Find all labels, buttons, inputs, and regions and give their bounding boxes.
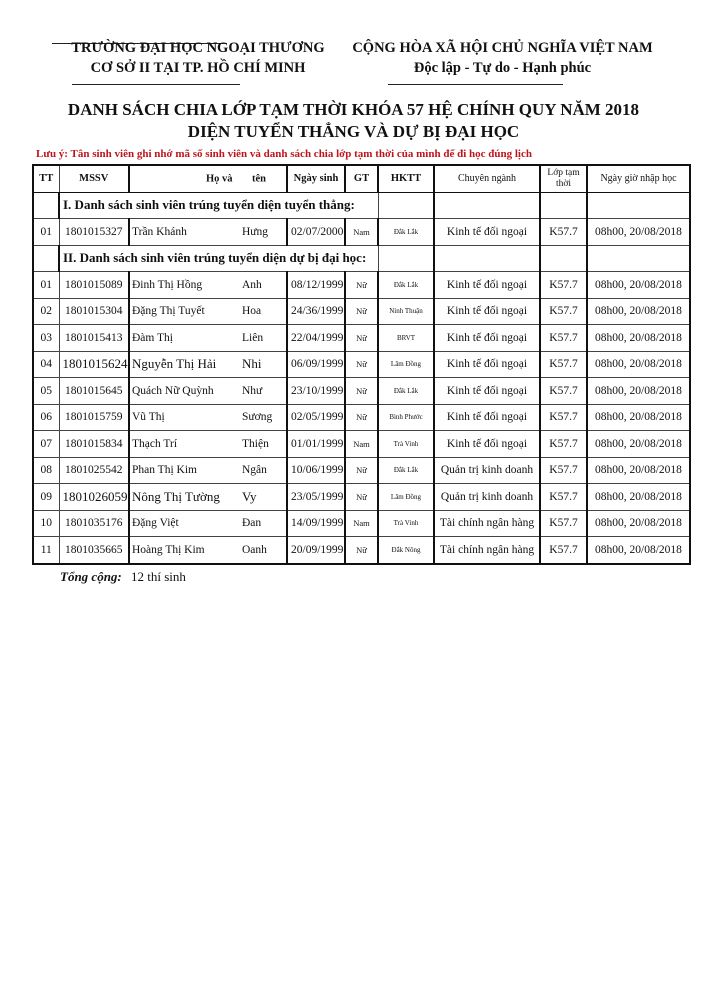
cell-hktt: BRVT [378, 325, 434, 352]
col-header-gt: GT [345, 165, 378, 192]
family-name: Đặng Việt [132, 517, 179, 530]
section-empty-cell [33, 192, 59, 219]
cell-ngay-sinh: 06/09/1999 [287, 351, 345, 378]
cell-ngay-gio-nhap-hoc: 08h00, 20/08/2018 [587, 325, 690, 352]
section-empty-cell [378, 245, 434, 272]
cell-chuyen-nganh: Kinh tế đối ngoại [434, 351, 540, 378]
total-summary [60, 569, 186, 585]
cell-gt: Nữ [345, 272, 378, 299]
family-name: Đàm Thị [132, 331, 173, 344]
family-name: Đặng Thị Tuyết [132, 305, 205, 318]
family-name: Thạch Trí [132, 437, 178, 450]
family-name: Đinh Thị Hồng [132, 278, 203, 291]
cell-tt: 06 [33, 404, 59, 431]
cell-tt: 02 [33, 298, 59, 325]
motto-underline [388, 84, 563, 85]
cell-ngay-gio-nhap-hoc: 08h00, 20/08/2018 [587, 272, 690, 299]
section-empty-cell [540, 245, 587, 272]
cell-name [129, 510, 287, 537]
section-empty-cell [434, 192, 540, 219]
cell-lop-tam-thoi: K57.7 [540, 431, 587, 458]
given-name: Vy [242, 488, 257, 504]
cell-tt: 03 [33, 325, 59, 352]
cell-ngay-gio-nhap-hoc: 08h00, 20/08/2018 [587, 484, 690, 511]
campus-underline [72, 84, 240, 85]
cell-mssv: 1801035665 [59, 537, 129, 564]
cell-gt: Nữ [345, 378, 378, 405]
cell-chuyen-nganh: Kinh tế đối ngoại [434, 272, 540, 299]
table-row [33, 404, 690, 431]
table-row [33, 431, 690, 458]
cell-chuyen-nganh: Kinh tế đối ngoại [434, 404, 540, 431]
section-row-du-bi [33, 245, 690, 272]
given-name: Nhi [242, 356, 262, 372]
cell-ngay-gio-nhap-hoc: 08h00, 20/08/2018 [587, 537, 690, 564]
cell-gt: Nam [345, 431, 378, 458]
cell-ngay-sinh: 10/06/1999 [287, 457, 345, 484]
cell-hktt: Đắk Nông [378, 537, 434, 564]
cell-ngay-gio-nhap-hoc: 08h00, 20/08/2018 [587, 431, 690, 458]
cell-lop-tam-thoi: K57.7 [540, 325, 587, 352]
cell-hktt: Đắk Lắk [378, 457, 434, 484]
table-row [33, 272, 690, 299]
total-value: 12 thí sinh [131, 569, 186, 584]
col-header-name [129, 165, 287, 192]
cell-hktt: Lâm Đồng [378, 351, 434, 378]
table-row [33, 537, 690, 564]
cell-tt: 01 [33, 272, 59, 299]
cell-gt: Nam [345, 219, 378, 246]
cell-gt: Nữ [345, 325, 378, 352]
cell-ngay-sinh: 22/04/1999 [287, 325, 345, 352]
table-row [33, 351, 690, 378]
cell-lop-tam-thoi: K57.7 [540, 537, 587, 564]
cell-lop-tam-thoi: K57.7 [540, 219, 587, 246]
cell-mssv: 1801015413 [59, 325, 129, 352]
given-name: Hoa [242, 305, 262, 318]
table-row [33, 219, 690, 246]
cell-chuyen-nganh: Tài chính ngân hàng [434, 510, 540, 537]
cell-gt: Nữ [345, 537, 378, 564]
cell-ngay-gio-nhap-hoc: 08h00, 20/08/2018 [587, 457, 690, 484]
family-name: Quách Nữ Quỳnh [132, 384, 214, 397]
cell-ngay-sinh: 01/01/1999 [287, 431, 345, 458]
cell-lop-tam-thoi: K57.7 [540, 272, 587, 299]
cell-mssv: 1801015834 [59, 431, 129, 458]
cell-ngay-sinh: 23/05/1999 [287, 484, 345, 511]
given-name: Đan [242, 517, 262, 530]
cell-name [129, 272, 287, 299]
family-name: Phan Thị Kim [132, 464, 197, 477]
campus-name: CƠ SỞ II TẠI TP. HỒ CHÍ MINH [90, 60, 306, 76]
cell-ngay-sinh: 20/09/1999 [287, 537, 345, 564]
cell-mssv: 1801015645 [59, 378, 129, 405]
col-header-mssv: MSSV [59, 165, 129, 192]
table-header-row [33, 165, 690, 192]
table-row [33, 325, 690, 352]
cell-chuyen-nganh: Kinh tế đối ngoại [434, 298, 540, 325]
table-row [33, 378, 690, 405]
col-header-lop-tam-thoi: Lớp tạm thời [540, 165, 587, 192]
cell-mssv: 1801015304 [59, 298, 129, 325]
col-header-ngay-sinh: Ngày sinh [287, 165, 345, 192]
family-name: Nguyễn Thị Hải [132, 356, 217, 372]
family-name: Trần Khánh [132, 225, 187, 238]
cell-name [129, 457, 287, 484]
section-empty-cell [33, 245, 59, 272]
cell-name [129, 325, 287, 352]
cell-name [129, 484, 287, 511]
cell-hktt: Lâm Đồng [378, 484, 434, 511]
section-empty-cell [587, 192, 690, 219]
cell-tt: 08 [33, 457, 59, 484]
table-row [33, 484, 690, 511]
cell-lop-tam-thoi: K57.7 [540, 351, 587, 378]
cell-mssv: 1801025542 [59, 457, 129, 484]
cell-hktt: Đắk Lắk [378, 219, 434, 246]
given-name: Oanh [242, 543, 267, 556]
family-name: Vũ Thị [132, 411, 165, 424]
col-header-chuyen-nganh: Chuyên ngành [434, 165, 540, 192]
cell-hktt: Bình Phước [378, 404, 434, 431]
cell-name [129, 537, 287, 564]
cell-tt: 04 [33, 351, 59, 378]
cell-chuyen-nganh: Kinh tế đối ngoại [434, 378, 540, 405]
cell-ngay-sinh: 08/12/1999 [287, 272, 345, 299]
given-name: Liên [242, 331, 264, 344]
cell-chuyen-nganh: Kinh tế đối ngoại [434, 325, 540, 352]
given-name: Anh [242, 278, 262, 291]
cell-tt: 11 [33, 537, 59, 564]
col-header-tt: TT [33, 165, 59, 192]
cell-ngay-sinh: 02/07/2000 [287, 219, 345, 246]
national-motto: Độc lập - Tự do - Hạnh phúc [413, 60, 592, 76]
student-list-table [32, 164, 691, 565]
cell-gt: Nữ [345, 298, 378, 325]
cell-ngay-gio-nhap-hoc: 08h00, 20/08/2018 [587, 351, 690, 378]
given-name: Ngân [242, 464, 267, 477]
cell-tt: 07 [33, 431, 59, 458]
section-title: II. Danh sách sinh viên trúng tuyển diện dự bị đại học: [59, 245, 378, 272]
table-row [33, 510, 690, 537]
cell-gt: Nam [345, 510, 378, 537]
cell-tt: 09 [33, 484, 59, 511]
cell-gt: Nữ [345, 457, 378, 484]
cell-lop-tam-thoi: K57.7 [540, 298, 587, 325]
cell-name [129, 431, 287, 458]
given-name: Hưng [242, 225, 269, 238]
cell-hktt: Trà Vinh [378, 431, 434, 458]
given-name: Thiện [242, 437, 269, 450]
col-header-ngay-gio-nhap-hoc: Ngày giờ nhập học [587, 165, 690, 192]
cell-chuyen-nganh: Quản trị kinh doanh [434, 457, 540, 484]
cell-mssv: 1801015759 [59, 404, 129, 431]
cell-gt: Nữ [345, 484, 378, 511]
cell-ngay-gio-nhap-hoc: 08h00, 20/08/2018 [587, 404, 690, 431]
cell-ngay-gio-nhap-hoc: 08h00, 20/08/2018 [587, 378, 690, 405]
col-header-ho-va: Họ và [206, 173, 233, 185]
cell-chuyen-nganh: Tài chính ngân hàng [434, 537, 540, 564]
cell-mssv: 1801015327 [59, 219, 129, 246]
section-empty-cell [434, 245, 540, 272]
cell-name [129, 351, 287, 378]
cell-chuyen-nganh: Kinh tế đối ngoại [434, 431, 540, 458]
national-header [330, 38, 675, 78]
cell-name [129, 378, 287, 405]
cell-mssv: 1801015624 [59, 351, 129, 378]
total-label: Tổng cộng: [60, 569, 122, 584]
notice-text: Lưu ý: Tân sinh viên ghi nhớ mã số sinh viên và danh sách chia lớp tạm thời của mình để đi học đúng lịch [36, 148, 532, 160]
cell-mssv: 1801015089 [59, 272, 129, 299]
cell-ngay-sinh: 23/10/1999 [287, 378, 345, 405]
cell-hktt: Đắk Lắk [378, 378, 434, 405]
cell-chuyen-nganh: Quản trị kinh doanh [434, 484, 540, 511]
cell-hktt: Đắk Lắk [378, 272, 434, 299]
cell-chuyen-nganh: Kinh tế đối ngoại [434, 219, 540, 246]
document-subtitle: DIỆN TUYỂN THẲNG VÀ DỰ BỊ ĐẠI HỌC [187, 122, 520, 141]
col-header-ten: tên [252, 173, 266, 185]
cell-lop-tam-thoi: K57.7 [540, 484, 587, 511]
family-name: Nông Thị Tường [132, 488, 220, 504]
table-row [33, 298, 690, 325]
cell-hktt: Ninh Thuận [378, 298, 434, 325]
section-empty-cell [378, 192, 434, 219]
country-name: CỘNG HÒA XÃ HỘI CHỦ NGHĨA VIỆT NAM [352, 40, 653, 56]
section-row-tuyen-thang [33, 192, 690, 219]
cell-ngay-gio-nhap-hoc: 08h00, 20/08/2018 [587, 510, 690, 537]
section-empty-cell [587, 245, 690, 272]
document-title: DANH SÁCH CHIA LỚP TẠM THỜI KHÓA 57 HỆ CHÍNH QUY NĂM 2018 [67, 100, 640, 119]
cell-ngay-sinh: 24/36/1999 [287, 298, 345, 325]
cell-ngay-sinh: 02/05/1999 [287, 404, 345, 431]
university-name: TRƯỜNG ĐẠI HỌC NGOẠI THƯƠNG [71, 40, 325, 56]
cell-tt: 01 [33, 219, 59, 246]
cell-mssv: 1801035176 [59, 510, 129, 537]
cell-name [129, 219, 287, 246]
cell-tt: 10 [33, 510, 59, 537]
cell-tt: 05 [33, 378, 59, 405]
cell-ngay-gio-nhap-hoc: 08h00, 20/08/2018 [587, 298, 690, 325]
table-row [33, 457, 690, 484]
section-title: I. Danh sách sinh viên trúng tuyển diện tuyển thẳng: [59, 192, 378, 219]
col-header-hktt: HKTT [378, 165, 434, 192]
given-name: Như [242, 384, 263, 397]
cell-name [129, 298, 287, 325]
cell-name [129, 404, 287, 431]
cell-gt: Nữ [345, 351, 378, 378]
cell-gt: Nữ [345, 404, 378, 431]
cell-mssv: 1801026059 [59, 484, 129, 511]
institution-header [58, 38, 338, 78]
cell-hktt: Trà Vinh [378, 510, 434, 537]
cell-lop-tam-thoi: K57.7 [540, 378, 587, 405]
family-name: Hoàng Thị Kim [132, 543, 205, 556]
cell-lop-tam-thoi: K57.7 [540, 510, 587, 537]
section-empty-cell [540, 192, 587, 219]
cell-lop-tam-thoi: K57.7 [540, 457, 587, 484]
given-name: Sương [242, 411, 273, 424]
cell-ngay-gio-nhap-hoc: 08h00, 20/08/2018 [587, 219, 690, 246]
cell-ngay-sinh: 14/09/1999 [287, 510, 345, 537]
cell-lop-tam-thoi: K57.7 [540, 404, 587, 431]
